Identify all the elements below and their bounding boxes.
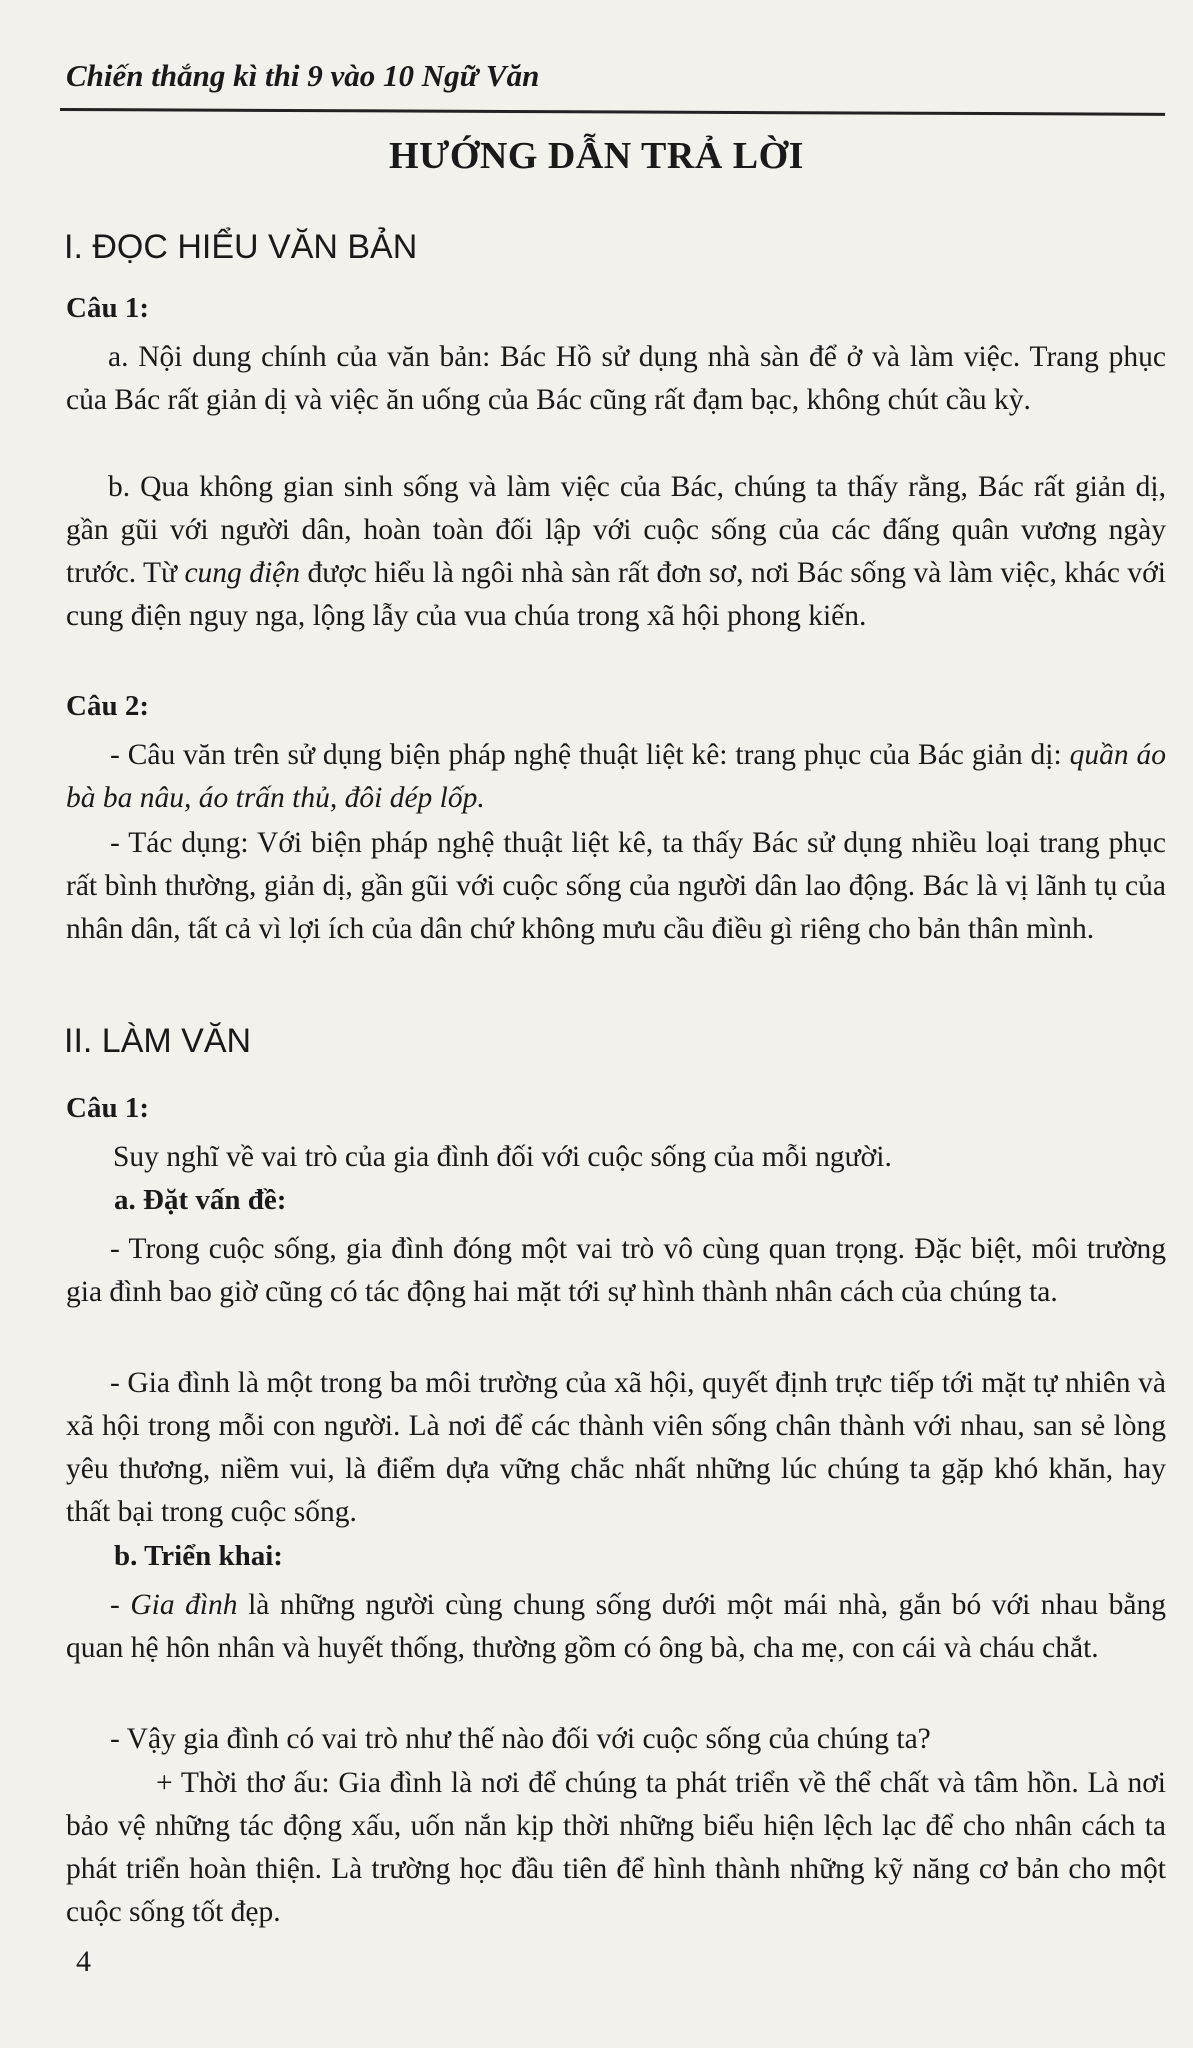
answer-2-dash-2: - Tác dụng: Với biện pháp nghệ thuật liệt kê, ta thấy Bác sử dụng nhiều loại trang phục rất bình thường, giản dị, gần gũi với cuộc sống của người dân lao động. Bác là vị lãnh tụ của nhân dân, tất cả vì lợi ích của dân chứ không mưu cầu điều gì riêng cho bản thân mình. xyxy=(66,827,1166,945)
section-b-label: b. Triển khai: xyxy=(114,1540,283,1572)
section-heading-reading: I. ĐỌC HIỂU VĂN BẢN xyxy=(64,228,418,266)
section-b-dash-2: - Vậy gia đình có vai trò như thế nào đối với cuộc sống của chúng ta? xyxy=(110,1723,931,1755)
page-title: HƯỚNG DẪN TRẢ LỜI xyxy=(389,135,804,177)
section-b-plus-1: + Thời thơ ấu: Gia đình là nơi để chúng ta phát triển về thể chất và tâm hồn. Là nơi bảo vệ những tác động xấu, uốn nắn kịp thời những biểu hiện lệch lạc để cho nhân cách ta phát triển hoàn thiện. Là trường học đầu tiên để hình thành những kỹ năng cơ bản cho một cuộc sống tốt đẹp. xyxy=(66,1767,1166,1928)
header-rule xyxy=(60,108,1165,116)
answer-2-dash-1: - Câu văn trên sử dụng biện pháp nghệ thuật liệt kê: trang phục của Bác giản dị: quần áo bà ba nâu, áo trấn thủ, đôi dép lốp. xyxy=(66,739,1166,814)
question-2-label: Câu 2: xyxy=(66,690,149,722)
section-b-dash-1: - Gia đình là những người cùng chung sống dưới một mái nhà, gắn bó với nhau bằng quan hệ hôn nhân và huyết thống, thường gồm có ông bà, cha mẹ, con cái và cháu chắt. xyxy=(66,1589,1166,1664)
page-number: 4 xyxy=(76,1945,91,1978)
section-a-label: a. Đặt vấn đề: xyxy=(114,1184,287,1216)
section-heading-writing: II. LÀM VĂN xyxy=(64,1022,252,1060)
running-header: Chiến thắng kì thi 9 vào 10 Ngữ Văn xyxy=(66,58,540,93)
answer-1b: b. Qua không gian sinh sống và làm việc của Bác, chúng ta thấy rằng, Bác rất giản dị, gần gũi với người dân, hoàn toàn đối lập với cuộc sống của các đấng quân vương ngày trước. Từ cung điện được hiểu là ngôi nhà sàn rất đơn sơ, nơi Bác sống và làm việc, khác với cung điện nguy nga, lộng lẫy của vua chúa trong xã hội phong kiến. xyxy=(66,471,1166,632)
essay-prompt: Suy nghĩ về vai trò của gia đình đối với cuộc sống của mỗi người. xyxy=(113,1141,892,1173)
question-1-label: Câu 1: xyxy=(66,292,149,324)
essay-question-label: Câu 1: xyxy=(66,1092,149,1124)
section-a-dash-2: - Gia đình là một trong ba môi trường của xã hội, quyết định trực tiếp tới mặt tự nhiên và xã hội trong mỗi con người. Là nơi để các thành viên sống chân thành với nhau, san sẻ lòng yêu thương, niềm vui, là điểm dựa vững chắc nhất những lúc chúng ta gặp khó khăn, hay thất bại trong cuộc sống. xyxy=(66,1367,1166,1528)
answer-1a: a. Nội dung chính của văn bản: Bác Hồ sử dụng nhà sàn để ở và làm việc. Trang phục của Bác rất giản dị và việc ăn uống của Bác cũng rất đạm bạc, không chút cầu kỳ. xyxy=(66,341,1166,416)
section-a-dash-1: - Trong cuộc sống, gia đình đóng một vai trò vô cùng quan trọng. Đặc biệt, môi trường gia đình bao giờ cũng có tác động hai mặt tới sự hình thành nhân cách của chúng ta. xyxy=(66,1233,1166,1308)
